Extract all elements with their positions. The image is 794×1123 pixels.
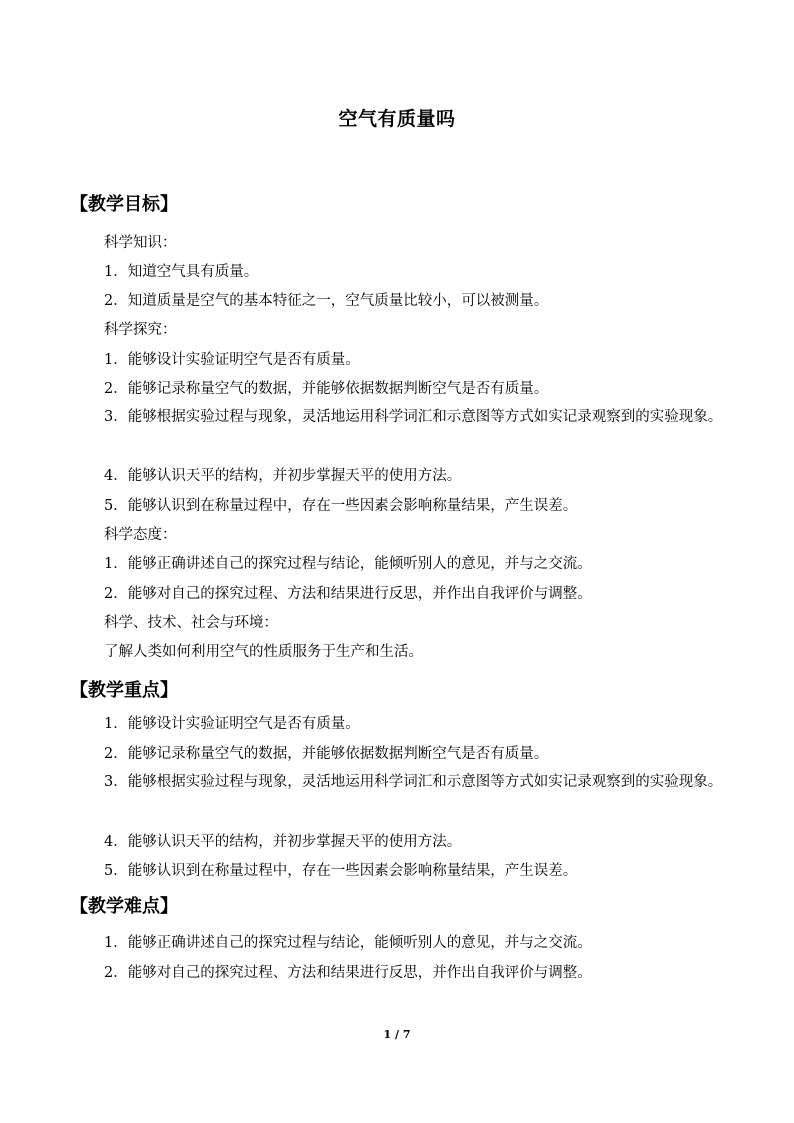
knowledge-label: 科学知识： (104, 235, 177, 251)
difficulty-item: 1．能够正确讲述自己的探究过程与结论，能倾听别人的意见，并与之交流。 (104, 935, 592, 951)
document-title: 空气有质量吗 (338, 108, 456, 130)
inquiry-item: 1．能够设计实验证明空气是否有质量。 (104, 352, 360, 368)
inquiry-item: 3．能够根据实验过程与现象，灵活地运用科学词汇和示意图等方式如实记录观察到的实验现象。 (104, 409, 723, 425)
objectives-heading: 【教学目标】 (70, 194, 178, 215)
attitude-item: 1．能够正确讲述自己的探究过程与结论，能倾听别人的意见，并与之交流。 (104, 556, 592, 572)
key-point-item: 5．能够认识到在称量过程中，存在一些因素会影响称量结果，产生误差。 (104, 863, 578, 879)
knowledge-item: 1．知道空气具有质量。 (104, 264, 259, 280)
key-points-heading: 【教学重点】 (70, 680, 178, 701)
attitude-label: 科学态度： (104, 527, 177, 543)
inquiry-item: 4．能够认识天平的结构，并初步掌握天平的使用方法。 (104, 468, 462, 484)
attitude-item: 2．能够对自己的探究过程、方法和结果进行反思，并作出自我评价与调整。 (104, 586, 592, 602)
key-point-item: 4．能够认识天平的结构，并初步掌握天平的使用方法。 (104, 834, 462, 850)
sts-label: 科学、技术、社会与环境： (104, 615, 278, 631)
key-point-item: 2．能够记录称量空气的数据，并能够依据数据判断空气是否有质量。 (104, 746, 549, 762)
sts-text: 了解人类如何利用空气的性质服务于生产和生活。 (104, 644, 423, 660)
key-point-item: 3．能够根据实验过程与现象，灵活地运用科学词汇和示意图等方式如实记录观察到的实验现象。 (104, 774, 723, 790)
knowledge-item: 2．知道质量是空气的基本特征之一，空气质量比较小，可以被测量。 (104, 293, 549, 309)
inquiry-item: 2．能够记录称量空气的数据，并能够依据数据判断空气是否有质量。 (104, 381, 549, 397)
key-point-item: 1．能够设计实验证明空气是否有质量。 (104, 716, 360, 732)
page-number: 1 / 7 (383, 1028, 411, 1041)
inquiry-label: 科学探究： (104, 322, 177, 338)
difficulty-item: 2．能够对自己的探究过程、方法和结果进行反思，并作出自我评价与调整。 (104, 965, 592, 981)
inquiry-item: 5．能够认识到在称量过程中，存在一些因素会影响称量结果，产生误差。 (104, 498, 578, 514)
difficulties-heading: 【教学难点】 (70, 896, 178, 917)
